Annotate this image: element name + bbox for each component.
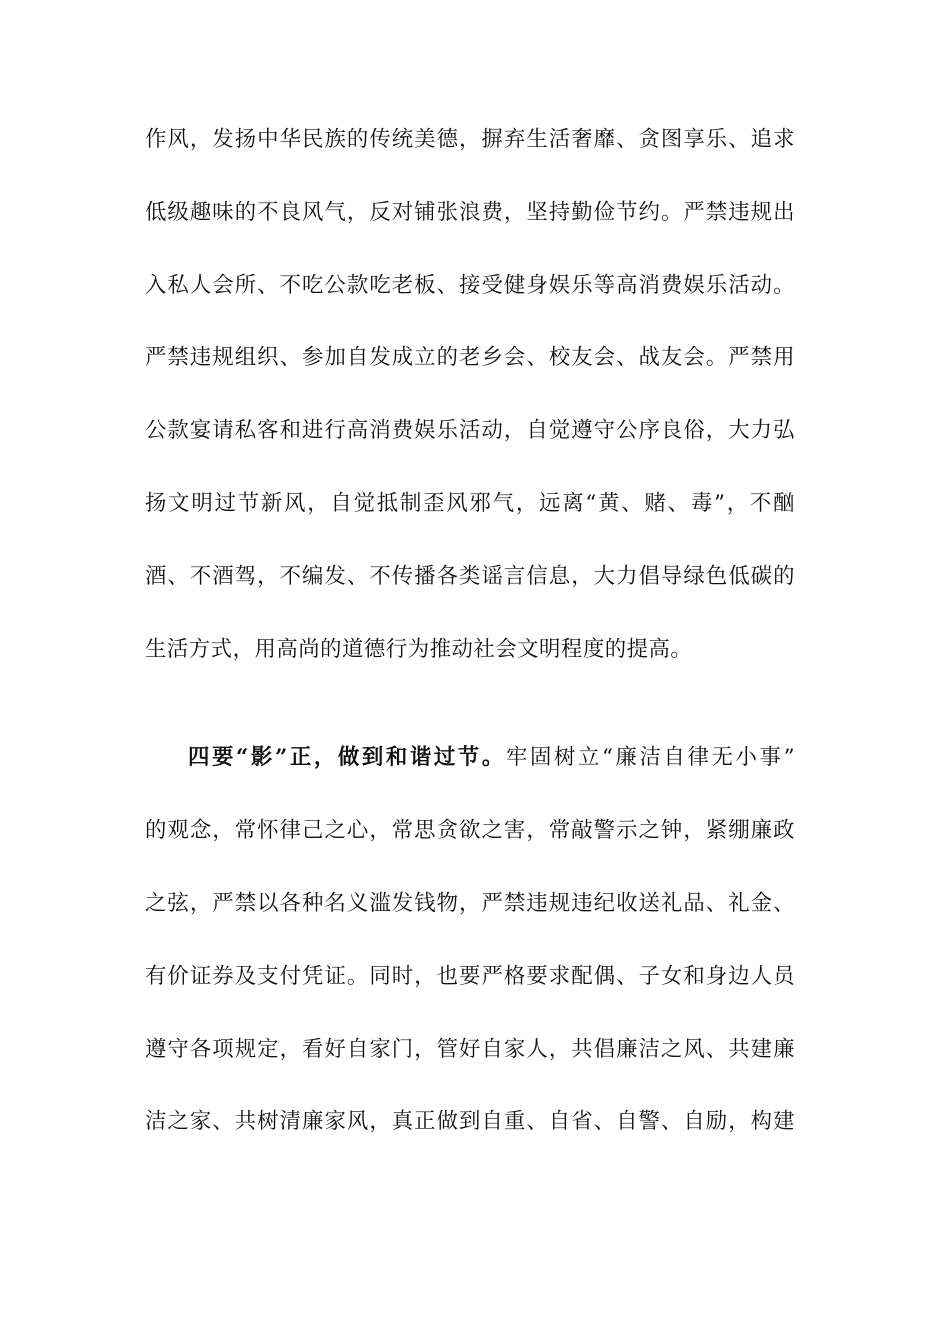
paragraph-heading: 四要“影”正，做到和谐过节。 — [188, 745, 506, 771]
paragraph-line: 的观念，常怀律己之心，常思贪欲之害，常敲警示之钟，紧绷廉政 — [145, 818, 795, 844]
paragraph-1 — [145, 120, 795, 702]
paragraph-first-line-text: 牢固树立“廉洁自律无小事” — [505, 745, 796, 771]
paragraph-first-line — [145, 738, 795, 811]
paragraph-line: 低级趣味的不良风气，反对铺张浪费，坚持勤俭节约。严禁违规出 — [145, 199, 795, 225]
paragraph-line: 遵守各项规定，看好自家门，管好自家人，共倡廉洁之风、共建廉 — [145, 1036, 795, 1062]
paragraph-line: 严禁违规组织、参加自发成立的老乡会、校友会、战友会。严禁用 — [145, 345, 795, 371]
paragraph-line: 作风，发扬中华民族的传统美德，摒弃生活奢靡、贪图享乐、追求 — [145, 127, 795, 152]
paragraph-line: 生活方式，用高尚的道德行为推动社会文明程度的提高。 — [145, 636, 693, 662]
paragraph-line: 入私人会所、不吃公款吃老板、接受健身娱乐等高消费娱乐活动。 — [145, 272, 795, 298]
paragraph-line: 公款宴请私客和进行高消费娱乐活动，自觉遵守公序良俗，大力弘 — [145, 418, 795, 444]
paragraph-2 — [145, 738, 795, 1175]
document-body — [145, 120, 795, 1175]
paragraph-line: 扬文明过节新风，自觉抵制歪风邪气，远离“黄、赌、毒”，不酗 — [145, 490, 795, 516]
paragraph-line: 洁之家、共树清廉家风，真正做到自重、自省、自警、自励，构建 — [145, 1109, 795, 1135]
paragraph-line: 之弦，严禁以各种名义滥发钱物，严禁违规违纪收送礼品、礼金、 — [145, 890, 795, 916]
paragraph-line: 有价证券及支付凭证。同时，也要严格要求配偶、子女和身边人员 — [145, 963, 795, 989]
paragraph-spacer — [145, 702, 795, 738]
paragraph-line: 酒、不酒驾，不编发、不传播各类谣言信息，大力倡导绿色低碳的 — [145, 563, 795, 589]
